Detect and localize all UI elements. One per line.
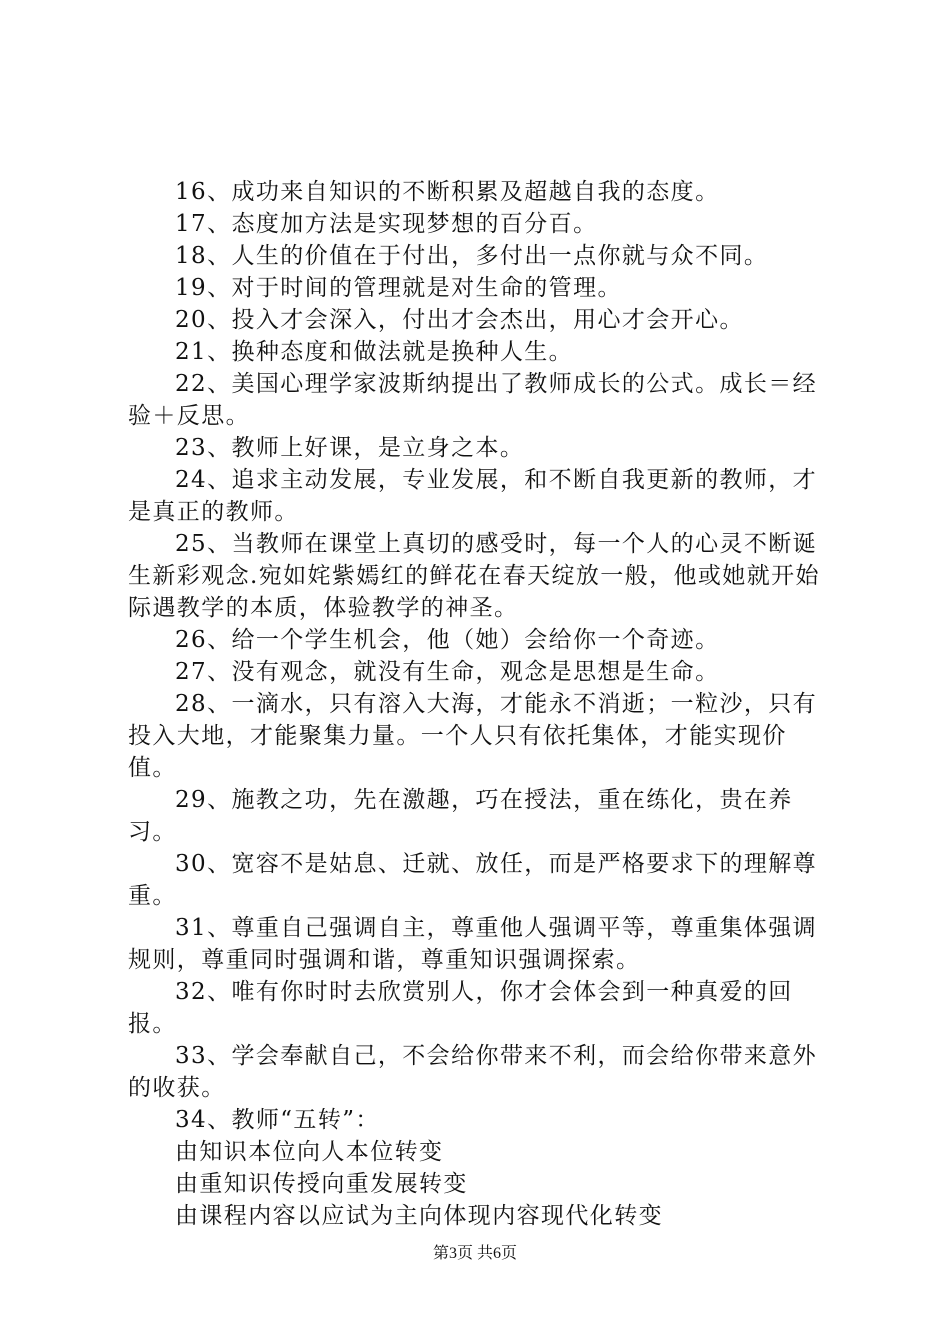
paragraph-22: 22、美国心理学家波斯纳提出了教师成长的公式。成长＝经验＋反思。	[128, 371, 818, 429]
document-body	[128, 176, 833, 1232]
paragraph-18: 18、人生的价值在于付出，多付出一点你就与众不同。	[175, 243, 769, 269]
paragraph-24: 24、追求主动发展，专业发展，和不断自我更新的教师，才是真正的教师。	[128, 467, 818, 525]
paragraph-23: 23、教师上好课，是立身之本。	[175, 435, 525, 461]
paragraph-28: 28、一滴水，只有溶入大海，才能永不消逝；一粒沙，只有投入大地，才能聚集力量。一个人只有依托集体，才能实现价值。	[128, 691, 818, 781]
paragraph-16: 16、成功来自知识的不断积累及超越自我的态度。	[175, 179, 720, 205]
paragraph-17: 17、态度加方法是实现梦想的百分百。	[175, 211, 598, 237]
paragraph-34: 34、教师“五转”：	[175, 1107, 380, 1133]
paragraph-30: 30、宽容不是姑息、迁就、放任，而是严格要求下的理解尊重。	[128, 851, 818, 909]
paragraph-31: 31、尊重自己强调自主，尊重他人强调平等，尊重集体强调规则，尊重同时强调和谐，尊重知识强调探索。	[128, 915, 818, 973]
paragraph-19: 19、对于时间的管理就是对生命的管理。	[175, 275, 622, 301]
transformation-item: 由重知识传授向重发展转变	[175, 1171, 468, 1197]
paragraph-25: 25、当教师在课堂上真切的感受时，每一个人的心灵不断诞生新彩观念.宛如姹紫嫣红的鲜花在春天绽放一般，他或她就开始际遇教学的本质，体验教学的神圣。	[128, 531, 820, 621]
paragraph-27: 27、没有观念，就没有生命，观念是思想是生命。	[175, 659, 720, 685]
paragraph-21: 21、换种态度和做法就是换种人生。	[175, 339, 574, 365]
paragraph-33: 33、学会奉献自己，不会给你带来不利，而会给你带来意外的收获。	[128, 1043, 818, 1101]
page-footer: 第3页 共6页	[432, 1245, 517, 1262]
transformation-item: 由知识本位向人本位转变	[175, 1139, 444, 1165]
paragraph-26: 26、给一个学生机会，他（她）会给你一个奇迹。	[175, 627, 720, 653]
paragraph-29: 29、施教之功，先在激趣，巧在授法，重在练化，贵在养习。	[128, 787, 793, 845]
paragraph-20: 20、投入才会深入，付出才会杰出，用心才会开心。	[175, 307, 744, 333]
transformation-item: 由课程内容以应试为主向体现内容现代化转变	[175, 1203, 663, 1229]
paragraph-32: 32、唯有你时时去欣赏别人，你才会体会到一种真爱的回报。	[128, 979, 793, 1037]
